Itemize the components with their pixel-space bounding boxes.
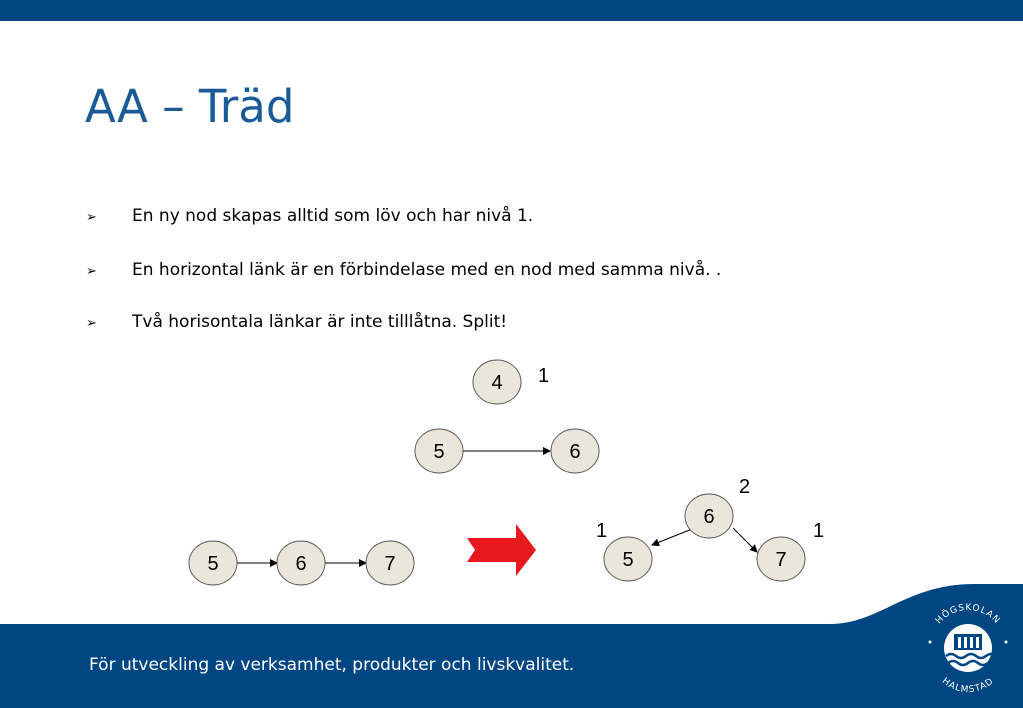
node-5-label: 5 [622,549,634,571]
node-5-label: 5 [207,553,219,575]
hogskolan-halmstad-logo-icon [918,594,1018,694]
bullet-arrow-icon: ➢ [86,264,97,279]
bullet-text: En horizontal länk är en förbindelase med en nod med samma nivå. . [132,260,722,280]
svg-text:HALMSTAD: HALMSTAD [939,676,997,694]
footer-slogan: För utveckling av verksamhet, produkter och livskvalitet. [89,655,575,675]
bullet-text: En ny nod skapas alltid som löv och har nivå 1. [132,206,534,226]
level-label: 1 [538,365,550,387]
tree-edge-6-7 [733,528,757,552]
svg-text:HÖGSKOLAN: HÖGSKOLAN [934,602,1002,627]
level-label: 2 [739,476,751,498]
tree-edge-6-5 [652,529,692,545]
node-4-label: 4 [491,372,503,394]
node-6-label: 6 [295,553,307,575]
bullet-arrow-icon: ➢ [86,210,97,225]
footer-band [0,584,1023,708]
node-6-label: 6 [569,441,581,463]
slide-title: AA – Träd [85,80,295,133]
bullet-text: Två horisontala länkar är inte tilllåtna. Split! [132,312,508,332]
node-7-label: 7 [775,549,787,571]
bullet-arrow-icon: ➢ [86,316,97,331]
node-5-label: 5 [433,441,445,463]
node-7-label: 7 [384,553,396,575]
level-label: 1 [596,520,608,542]
node-6-label: 6 [703,506,715,528]
red-right-arrow-icon [467,524,536,576]
level-label: 1 [813,520,825,542]
